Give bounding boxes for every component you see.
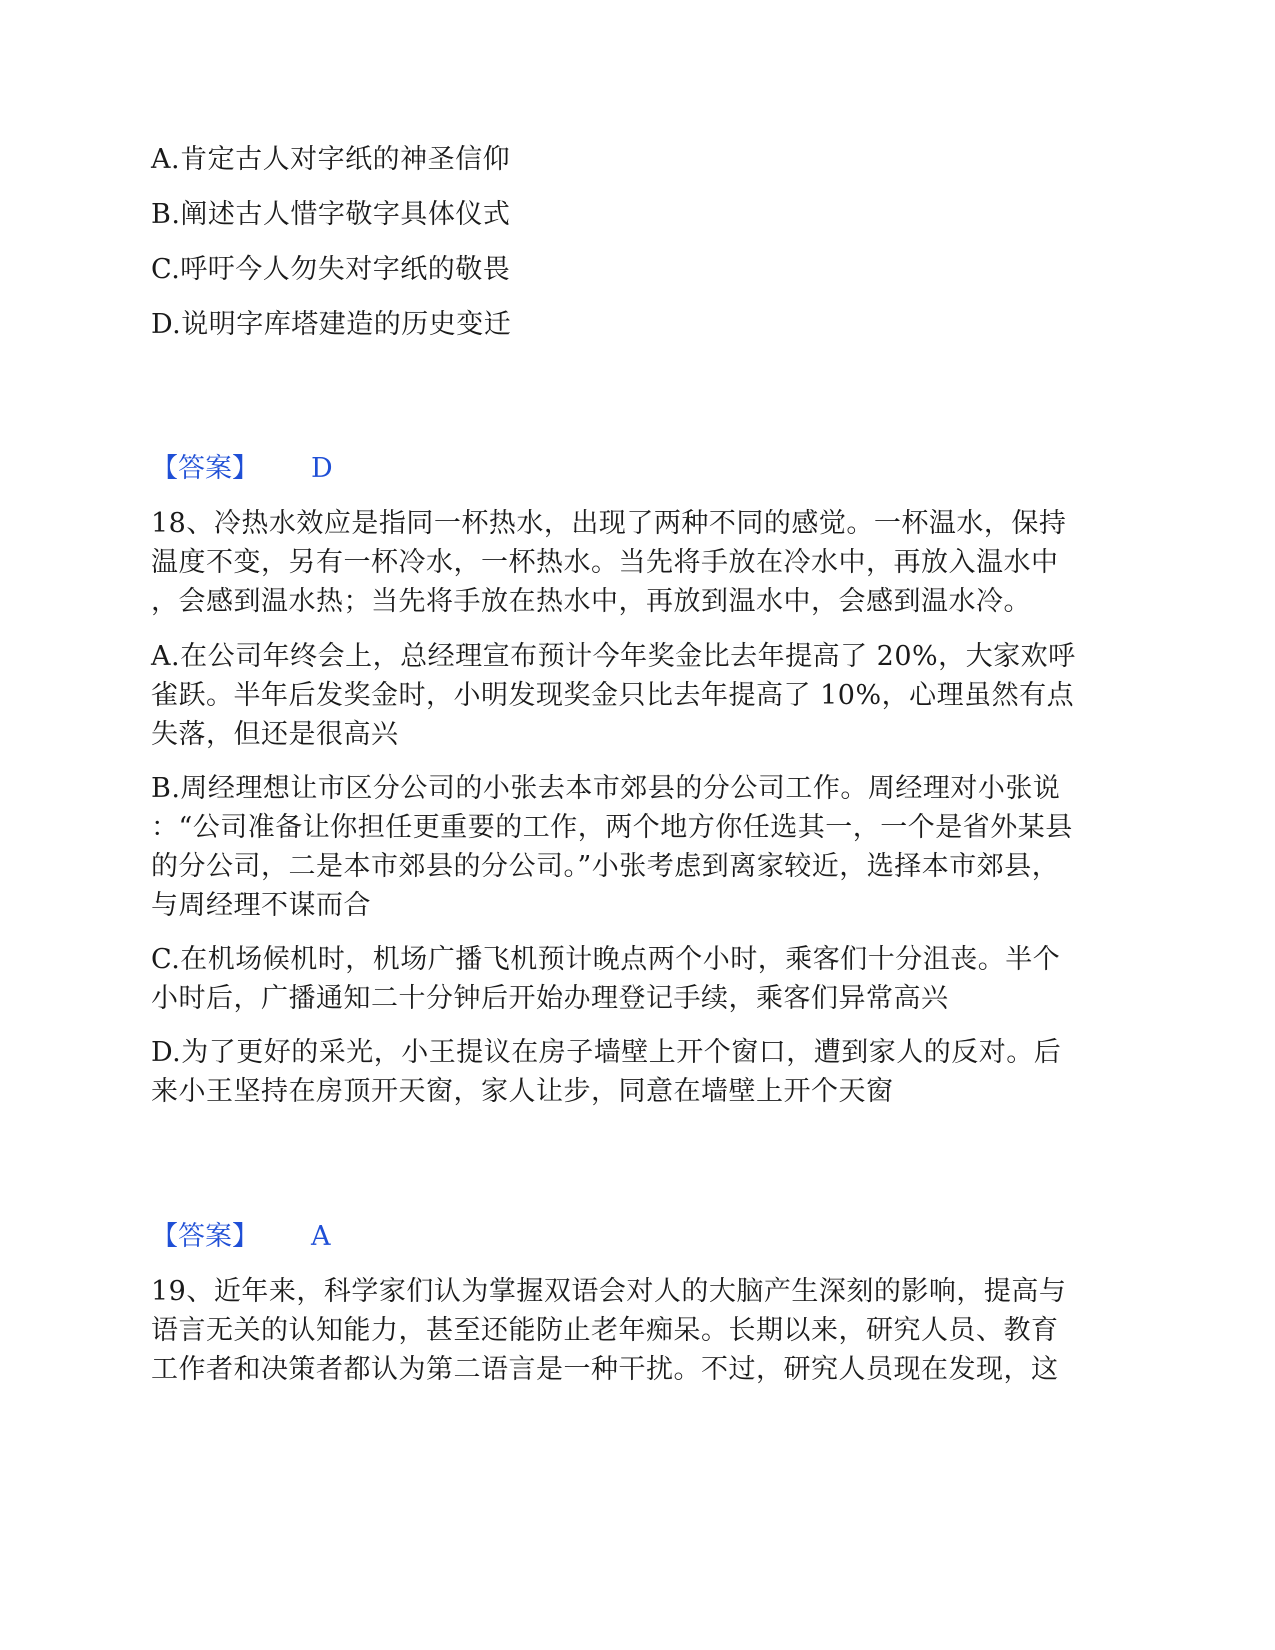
q18-option-d-line: 来小王坚持在房顶开天窗，家人让步，同意在墙壁上开个天窗 <box>151 1076 894 1107</box>
answer-value: A <box>311 1221 331 1252</box>
answer-value: D <box>311 453 333 484</box>
q18-option-c-line: C.在机场候机时，机场广播飞机预计晚点两个小时，乘客们十分沮丧。半个 <box>151 944 1061 975</box>
answer-block-2 <box>151 1220 331 1254</box>
q19-stem-line: 语言无关的认知能力，甚至还能防止老年痴呆。长期以来，研究人员、教育 <box>151 1315 1059 1346</box>
answer-block-1 <box>151 452 333 486</box>
q18-option-a-line: 雀跃。半年后发奖金时，小明发现奖金只比去年提高了 10%，心理虽然有点 <box>151 680 1075 711</box>
q19-stem-line: 19、近年来，科学家们认为掌握双语会对人的大脑产生深刻的影响，提高与 <box>151 1276 1067 1307</box>
q18-option-a-line: 失落，但还是很高兴 <box>151 719 399 750</box>
q18-option-b-line: ：“公司准备让你担任更重要的工作，两个地方你任选其一，一个是省外某县 <box>151 812 1073 843</box>
q17-option-b: B.阐述古人惜字敬字具体仪式 <box>151 199 511 230</box>
q19-stem-line: 工作者和决策者都认为第二语言是一种干扰。不过，研究人员现在发现，这 <box>151 1354 1059 1385</box>
q18-option-b-line: 与周经理不谋而合 <box>151 890 371 921</box>
q18-option-b-line: B.周经理想让市区分公司的小张去本市郊县的分公司工作。周经理对小张说 <box>151 773 1061 804</box>
q17-option-a: A.肯定古人对字纸的神圣信仰 <box>151 144 511 175</box>
q17-option-d: D.说明字库塔建造的历史变迁 <box>151 309 512 340</box>
q18-option-c-line: 小时后，广播通知二十分钟后开始办理登记手续，乘客们异常高兴 <box>151 983 949 1014</box>
q18-stem-line: 温度不变，另有一杯冷水，一杯热水。当先将手放在冷水中，再放入温水中 <box>151 547 1059 578</box>
q18-option-d-line: D.为了更好的采光，小王提议在房子墙壁上开个窗口，遭到家人的反对。后 <box>151 1037 1062 1068</box>
q18-stem-line: ，会感到温水热；当先将手放在热水中，再放到温水中，会感到温水冷。 <box>151 586 1031 617</box>
q18-stem-line: 18、冷热水效应是指同一杯热水，出现了两种不同的感觉。一杯温水，保持 <box>151 508 1067 539</box>
q18-option-a-line: A.在公司年终会上，总经理宣布预计今年奖金比去年提高了 20%，大家欢呼 <box>151 641 1076 672</box>
q17-option-c: C.呼吁今人勿失对字纸的敬畏 <box>151 254 511 285</box>
answer-label: 【答案】 <box>151 1221 259 1252</box>
answer-label: 【答案】 <box>151 453 259 484</box>
q18-option-b-line: 的分公司，二是本市郊县的分公司。”小张考虑到离家较近，选择本市郊县， <box>151 851 1060 882</box>
